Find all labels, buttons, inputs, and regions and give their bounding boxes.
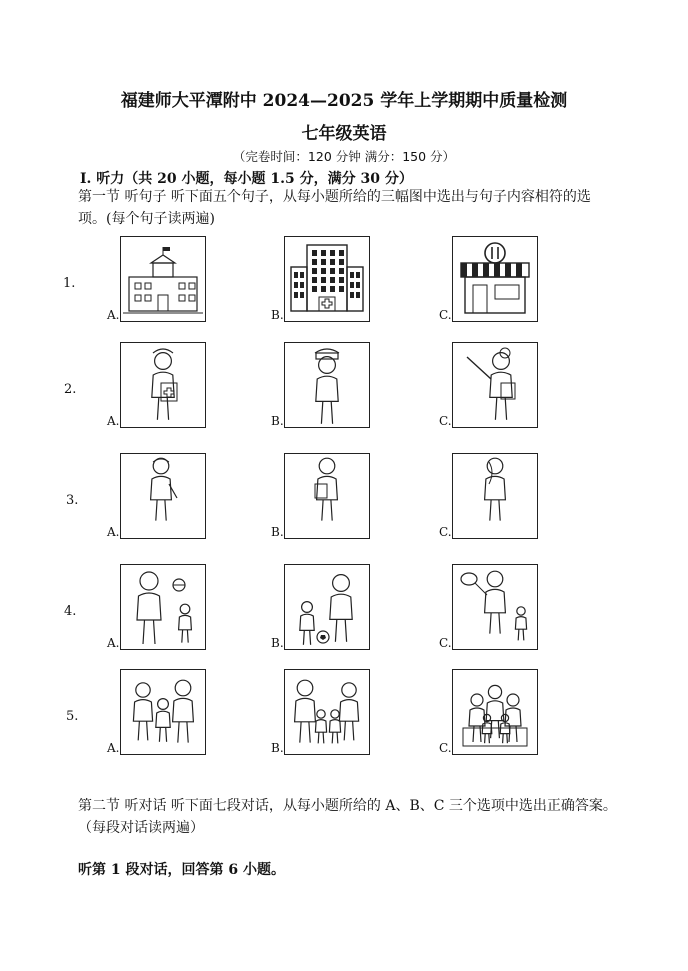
- option-label[interactable]: C.: [439, 414, 452, 428]
- question-number: 3.: [66, 493, 79, 508]
- woman-standing-icon-drawing: [453, 454, 537, 538]
- question-number: 4.: [64, 604, 77, 619]
- nurse-icon: [120, 342, 206, 428]
- boys-soccer-icon: [284, 564, 370, 650]
- man-tennis-icon: [452, 564, 538, 650]
- option-label[interactable]: A.: [107, 636, 120, 650]
- family-of-four-icon: [284, 669, 370, 755]
- option-label[interactable]: B.: [271, 308, 284, 322]
- question-number: 2.: [64, 382, 77, 397]
- restaurant-icon: [452, 236, 538, 322]
- option-label[interactable]: A.: [107, 525, 120, 539]
- exam-title: 福建师大平潭附中 2024—2025 学年上学期期中质量检测: [120, 91, 568, 111]
- woman-walking-icon-drawing: [121, 454, 205, 538]
- exam-subtitle: 七年级英语: [301, 124, 387, 144]
- nurse-icon-drawing: [121, 343, 205, 427]
- man-basketball-icon-drawing: [121, 565, 205, 649]
- hospital-icon: [284, 236, 370, 322]
- teacher-icon-drawing: [453, 343, 537, 427]
- option-label[interactable]: C.: [439, 308, 452, 322]
- question-number: 1.: [63, 276, 76, 291]
- option-label[interactable]: B.: [271, 636, 284, 650]
- woman-standing-icon: [452, 453, 538, 539]
- teacher-icon: [452, 342, 538, 428]
- big-family-icon: [452, 669, 538, 755]
- police-officer-icon: [284, 342, 370, 428]
- family-of-three-icon: [120, 669, 206, 755]
- restaurant-icon-drawing: [453, 237, 537, 321]
- big-family-icon-drawing: [453, 670, 537, 754]
- option-label[interactable]: A.: [107, 308, 120, 322]
- option-label[interactable]: C.: [439, 636, 452, 650]
- option-label[interactable]: B.: [271, 741, 284, 755]
- boys-soccer-icon-drawing: [285, 565, 369, 649]
- exam-info: （完卷时间：120 分钟 满分：150 分）: [232, 149, 456, 164]
- police-officer-icon-drawing: [285, 343, 369, 427]
- option-label[interactable]: B.: [271, 525, 284, 539]
- part1-instruction: 第一节 听句子 听下面五个句子，从每小题所给的三幅图中选出与句子内容相符的选项。(每个句子读两遍): [78, 189, 591, 227]
- question-number: 5.: [66, 709, 79, 724]
- option-label[interactable]: C.: [439, 741, 452, 755]
- school-building-icon: [120, 236, 206, 322]
- school-building-icon-drawing: [121, 237, 205, 321]
- man-tennis-icon-drawing: [453, 565, 537, 649]
- option-label[interactable]: C.: [439, 525, 452, 539]
- family-of-three-icon-drawing: [121, 670, 205, 754]
- family-of-four-icon-drawing: [285, 670, 369, 754]
- hospital-icon-drawing: [285, 237, 369, 321]
- man-basketball-icon: [120, 564, 206, 650]
- option-label[interactable]: B.: [271, 414, 284, 428]
- section-heading: Ⅰ. 听力（共 20 小题，每小题 1.5 分，满分 30 分）: [80, 171, 413, 187]
- woman-walking-icon: [120, 453, 206, 539]
- woman-with-bag-icon-drawing: [285, 454, 369, 538]
- dialog-1-label: 听第 1 段对话，回答第 6 小题。: [78, 862, 285, 878]
- option-label[interactable]: A.: [107, 414, 120, 428]
- part2-instruction: 第二节 听对话 听下面七段对话，从每小题所给的 A、B、C 三个选项中选出正确答案。（每段对话读两遍）: [78, 798, 617, 836]
- option-label[interactable]: A.: [107, 741, 120, 755]
- woman-with-bag-icon: [284, 453, 370, 539]
